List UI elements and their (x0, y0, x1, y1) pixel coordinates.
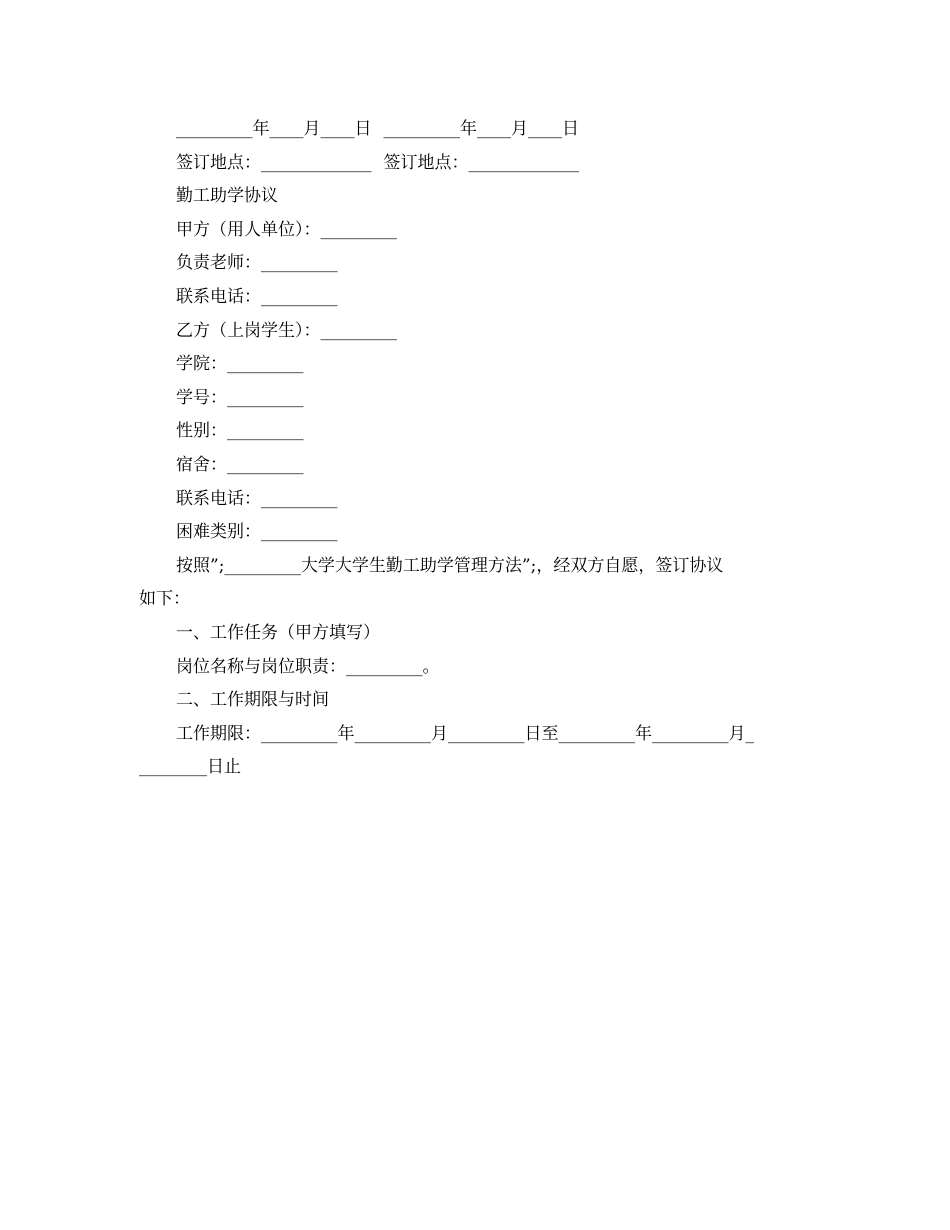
agreement-body (139, 113, 819, 785)
section-2-heading: 二、工作期限与时间 (176, 690, 329, 711)
work-period-line-2: ________日止 (139, 757, 241, 778)
intro-paragraph-line-1: 按照”;_________大学大学生勤工助学管理方法”;，经双方自愿，签订协议 (176, 555, 724, 576)
section-1-content: 岗位名称与岗位职责：_________。 (176, 656, 440, 677)
sign-place-line (139, 147, 819, 181)
teacher-field: 负责老师：_________ (176, 253, 338, 274)
difficulty-type-field: 困难类别：_________ (176, 522, 338, 543)
document-title: 勤工助学协议 (176, 186, 278, 207)
date-field-right: _________年____月____日 (383, 119, 579, 139)
intro-paragraph-line-2: 如下： (139, 589, 190, 610)
party-a-field: 甲方（用人单位）：_________ (176, 219, 397, 240)
dorm-field: 宿舍：_________ (176, 454, 304, 475)
section-1-heading: 一、工作任务（甲方填写） (176, 622, 380, 643)
date-field-left: _________年____月____日 (176, 119, 372, 139)
sign-place-right: 签订地点：_____________ (383, 152, 579, 173)
student-id-field: 学号：_________ (176, 387, 304, 408)
party-b-field: 乙方（上岗学生）：_________ (176, 320, 397, 341)
party-b-phone-field: 联系电话：_________ (176, 488, 338, 509)
work-period-line-1: 工作期限：_________年_________月_________日至_________年_________月_ (176, 723, 754, 744)
college-field: 学院：_________ (176, 354, 304, 375)
party-a-phone-field: 联系电话：_________ (176, 286, 338, 307)
sign-place-left: 签订地点：_____________ (176, 152, 372, 173)
gender-field: 性别：_________ (176, 421, 304, 442)
date-line (139, 113, 819, 147)
